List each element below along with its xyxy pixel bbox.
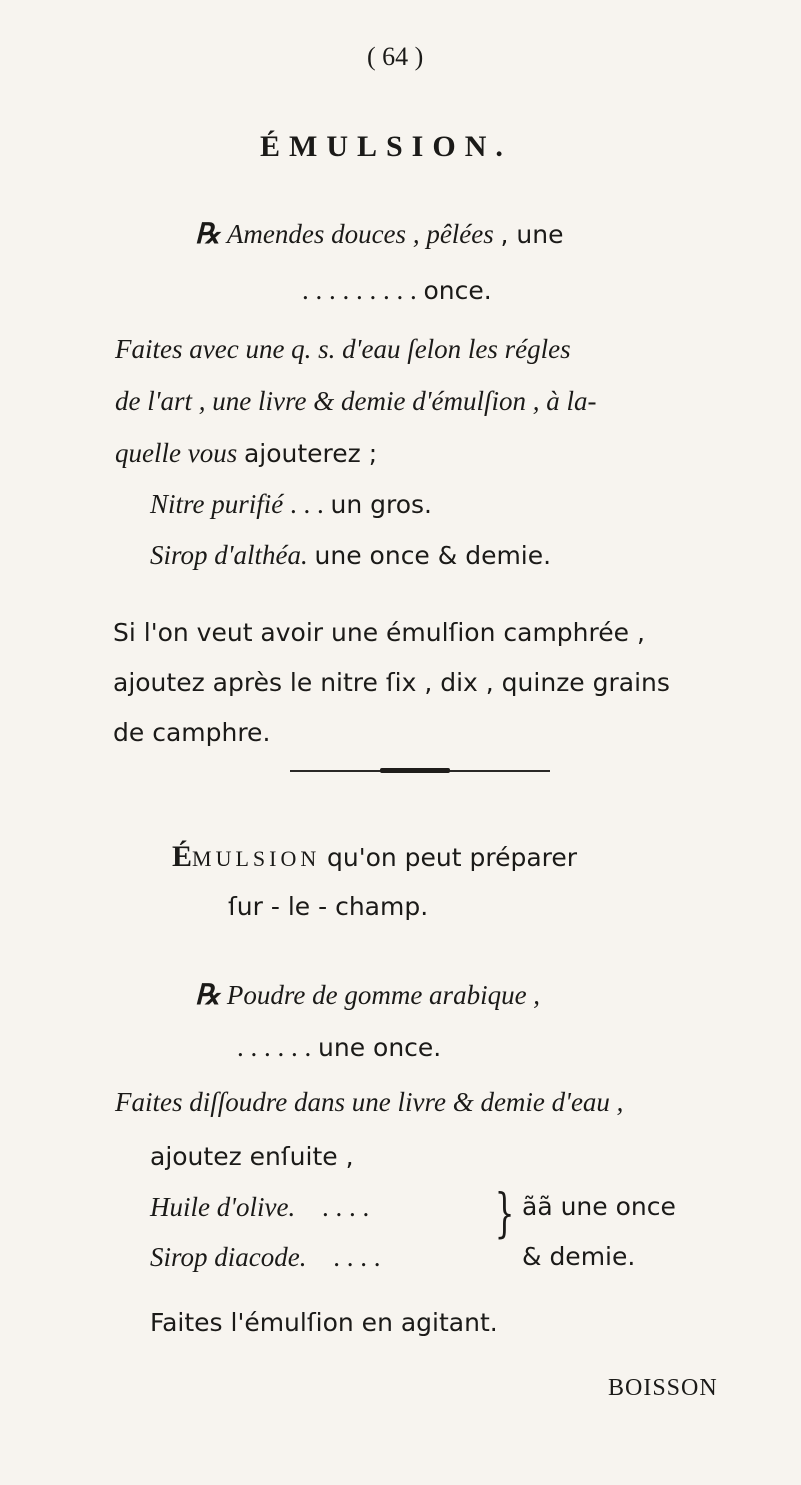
- section-divider-ornament: [380, 768, 450, 773]
- instruction-line: Faites avec une q. s. d'eau ſelon les régles: [115, 334, 571, 364]
- recipe-symbol-icon: ℞: [195, 980, 221, 1011]
- additive-name: Nitre purifié: [150, 489, 284, 519]
- note-line: ajoutez après le nitre ſix , dix , quinze grains: [113, 668, 670, 697]
- subsection-title: [172, 840, 577, 876]
- instruction-line: ajoutez enſuite ,: [150, 1142, 354, 1171]
- instruction-italic: quelle vous: [115, 438, 238, 468]
- recipe1-line1: [195, 217, 564, 252]
- instruction-roman: ajouterez ;: [243, 439, 378, 468]
- instruction-line: de l'art , une livre & demie d'émulſion , à la-: [115, 386, 597, 416]
- note-line: de camphre.: [113, 718, 271, 747]
- quantity-unit: once.: [423, 276, 492, 305]
- leader-dots: . . . .: [321, 1192, 370, 1222]
- additive-line: [150, 538, 551, 573]
- additive-name: Sirop d'althéa.: [150, 540, 308, 570]
- instruction-line: Faites diſſoudre dans une livre & demie d'eau ,: [115, 1087, 624, 1117]
- separator: ,: [412, 219, 420, 249]
- ingredient-name: Amendes douces: [226, 219, 407, 249]
- catchword: BOISSON: [608, 1375, 718, 1401]
- ingredient-note: pêlées: [426, 219, 494, 249]
- brace-quantity: & demie.: [522, 1242, 636, 1271]
- brace-icon: }: [494, 1184, 515, 1244]
- recipe2-line1: [195, 978, 540, 1013]
- subsection-title-line2: ſur - le - champ.: [228, 892, 429, 921]
- title-tail: qu'on peut préparer: [327, 843, 578, 872]
- additive-line: [150, 1240, 380, 1274]
- title-smallcaps: MULSION: [192, 846, 321, 871]
- brace-quantity: ãã une once: [522, 1192, 676, 1221]
- ingredient-name: Poudre de gomme arabique ,: [226, 980, 541, 1010]
- instruction-line: [115, 436, 377, 471]
- additive-name: Huile d'olive.: [150, 1192, 296, 1222]
- additive-quantity: un gros.: [330, 490, 433, 519]
- additive-name: Sirop diacode.: [150, 1242, 307, 1272]
- leader-dots: . . . . . .: [237, 1032, 312, 1062]
- quantity: une once.: [318, 1033, 442, 1062]
- additive-line: [150, 1190, 369, 1224]
- quantity-word: , une: [500, 220, 564, 249]
- note-line: Si l'on veut avoir une émulſion camphrée ,: [113, 618, 645, 647]
- additive-line: [150, 487, 432, 522]
- recipe2-line2: [237, 1030, 441, 1065]
- final-instruction: Faites l'émulſion en agitant.: [150, 1308, 498, 1337]
- page-number: ( 64 ): [367, 42, 424, 71]
- leader-dots: . . . . . . . . .: [302, 275, 417, 305]
- leader-dots: . . .: [290, 489, 324, 519]
- recipe1-line2: [302, 273, 492, 308]
- section-title: ÉMULSION.: [260, 130, 512, 163]
- title-initial: É: [172, 840, 193, 873]
- leader-dots: . . . .: [333, 1242, 381, 1272]
- recipe-symbol-icon: ℞: [195, 219, 221, 250]
- additive-quantity: une once & demie.: [314, 541, 552, 570]
